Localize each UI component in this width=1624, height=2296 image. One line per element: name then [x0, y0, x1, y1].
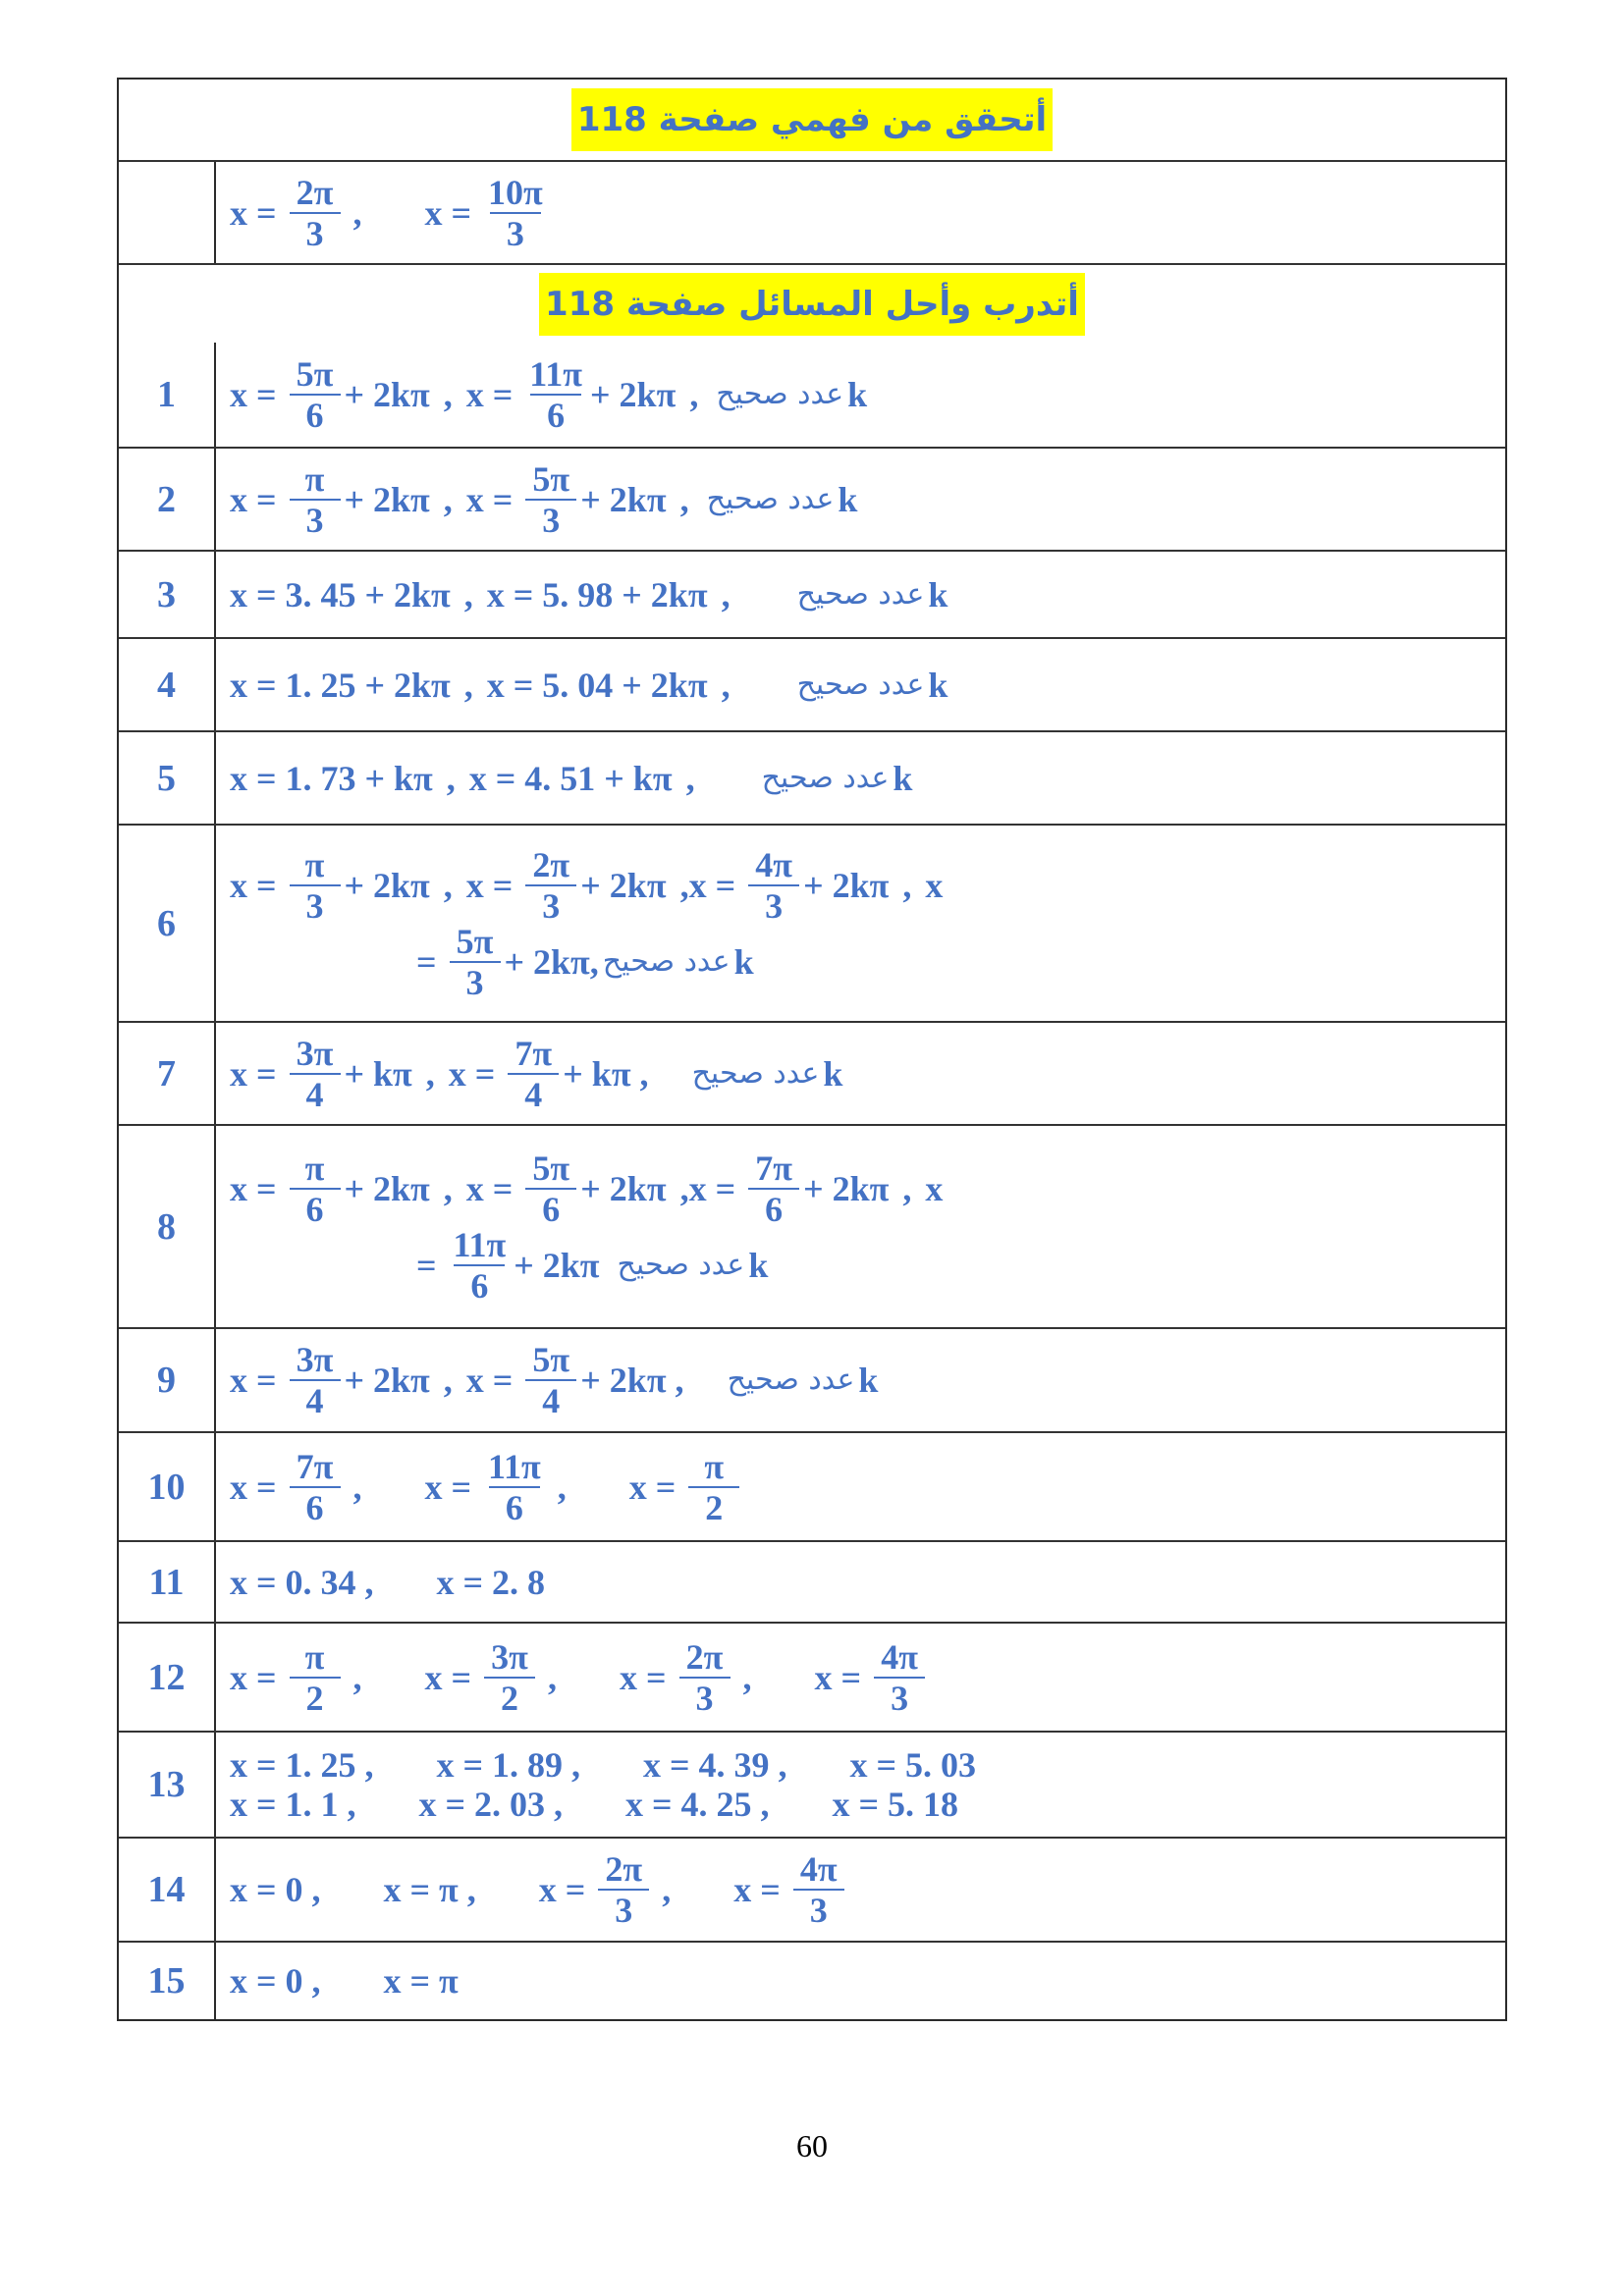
- math-text: x = 0 ,: [230, 1870, 321, 1909]
- answer-cell: [216, 449, 1505, 550]
- math-text: ,: [548, 1467, 567, 1507]
- math-text: + 2kπ: [514, 1245, 600, 1285]
- answer-row: [119, 1021, 1505, 1124]
- fraction: [688, 1446, 739, 1527]
- integer-label: عدد صحيح: [796, 667, 925, 702]
- math-text: ,: [679, 479, 689, 519]
- numerator: 3π: [491, 1636, 528, 1677]
- math-text: + 2kπ: [803, 1168, 890, 1208]
- fraction: [290, 1150, 341, 1227]
- numerator: 7π: [514, 1033, 553, 1073]
- answer-row: [119, 550, 1505, 637]
- denominator: 3: [748, 884, 799, 924]
- row-number: 1: [119, 343, 216, 447]
- answer-row: [119, 1124, 1505, 1327]
- math-text: x = 4. 39 ,: [643, 1745, 787, 1785]
- answer-line: [230, 1342, 1505, 1418]
- math-text: x = 2. 8: [436, 1562, 546, 1602]
- fraction: [679, 1636, 731, 1718]
- fraction: [525, 844, 576, 926]
- math-text: x =: [230, 375, 286, 414]
- numerator: 7π: [755, 1148, 792, 1188]
- math-text: x =: [465, 865, 522, 905]
- math-text: k: [893, 758, 913, 798]
- fraction: [484, 172, 547, 253]
- answer-row: [119, 824, 1505, 1021]
- answer-line: [230, 1446, 1505, 1527]
- math-text: x =: [424, 192, 481, 233]
- answer-cell: [216, 826, 1505, 1021]
- math-text: ,: [344, 1657, 362, 1697]
- math-text: x = 1. 25 ,: [230, 1745, 374, 1785]
- numerator: 3π: [296, 1033, 334, 1073]
- answer-line: [230, 1224, 1505, 1306]
- denominator: 6: [525, 1188, 576, 1227]
- fraction: [748, 844, 799, 926]
- answer-line: [230, 1150, 1505, 1227]
- answer-cell: [216, 732, 1505, 824]
- answers-table: [117, 78, 1507, 2021]
- math-text: ,: [443, 479, 453, 519]
- math-text: + 2kπ: [590, 375, 677, 414]
- math-text: x =: [230, 1657, 286, 1697]
- numerator: π: [704, 1446, 725, 1486]
- numerator: 3π: [296, 1340, 334, 1379]
- fraction: [598, 1851, 649, 1928]
- answer-line: [230, 1563, 1505, 1602]
- row-number: 4: [119, 639, 216, 730]
- answer-cell: [216, 1329, 1505, 1431]
- math-text: ,: [344, 192, 362, 233]
- math-text: x = 3. 45 + 2kπ: [230, 574, 451, 614]
- row-number: 14: [119, 1839, 216, 1941]
- fraction: [450, 921, 501, 1002]
- answer-cell: [216, 1839, 1505, 1941]
- row-number: 6: [119, 826, 216, 1021]
- math-text: x =: [465, 375, 522, 414]
- denominator: 3: [290, 499, 341, 538]
- math-text: x = 5. 04 + 2kπ: [486, 665, 708, 705]
- denominator: 4: [508, 1073, 559, 1112]
- numerator: 4π: [881, 1636, 918, 1677]
- numerator: 11π: [453, 1224, 507, 1264]
- fraction: [793, 1851, 844, 1928]
- integer-label: عدد صحيح: [716, 377, 844, 411]
- math-text: ,: [733, 1657, 752, 1697]
- row-number: 11: [119, 1542, 216, 1622]
- math-text: x =: [230, 865, 286, 905]
- fraction: [874, 1636, 925, 1718]
- math-text: x = 1. 89 ,: [436, 1745, 581, 1785]
- math-text: x = 1. 25 + 2kπ: [230, 665, 451, 705]
- answer-row: [119, 343, 1505, 447]
- math-text: x = 1. 1 ,: [230, 1785, 356, 1824]
- row-number: 2: [119, 449, 216, 550]
- answer-line: [230, 921, 1505, 1002]
- answer-line: [230, 356, 1505, 433]
- math-text: x =: [538, 1870, 595, 1909]
- row-number: 15: [119, 1943, 216, 2019]
- math-text: ,: [463, 665, 473, 705]
- numerator: 5π: [296, 354, 334, 394]
- math-text: x =: [465, 479, 522, 519]
- math-text: x =: [814, 1657, 871, 1697]
- answer-cell: [216, 552, 1505, 637]
- answer-row: [119, 1540, 1505, 1622]
- denominator: 6: [290, 1486, 341, 1525]
- fraction: [525, 356, 586, 433]
- integer-label: عدد صحيح: [617, 1247, 745, 1282]
- answer-cell: [216, 1126, 1505, 1327]
- fraction: [484, 1446, 545, 1527]
- row-number: 13: [119, 1733, 216, 1837]
- answer-row: [119, 1327, 1505, 1431]
- integer-label: عدد صحيح: [727, 1362, 855, 1397]
- section-header-check-understanding: أتحقق من فهمي صفحة 118: [571, 88, 1053, 151]
- math-text: + 2kπ: [344, 479, 430, 519]
- answer-cell: [216, 1023, 1505, 1124]
- answer-cell: [216, 1624, 1505, 1731]
- denominator: 4: [290, 1073, 341, 1112]
- math-text: ,: [443, 375, 453, 414]
- math-text: ,: [463, 574, 473, 614]
- math-text: k: [928, 665, 948, 705]
- numerator: π: [304, 458, 325, 499]
- fraction: [525, 458, 576, 540]
- numerator: 2π: [532, 844, 570, 884]
- numerator: π: [304, 1636, 325, 1677]
- math-text: + 2kπ ,: [580, 1361, 684, 1400]
- answer-cell: [216, 1433, 1505, 1540]
- numerator: 7π: [296, 1446, 334, 1486]
- row-number: 10: [119, 1433, 216, 1540]
- denominator: 4: [525, 1379, 576, 1418]
- math-text: ,: [721, 574, 731, 614]
- row-number: [119, 162, 216, 263]
- math-text: + kπ ,: [563, 1053, 649, 1094]
- denominator: 3: [525, 884, 576, 924]
- answer-line: [230, 1961, 1505, 2001]
- numerator: 11π: [529, 354, 583, 394]
- math-text: x =: [465, 1361, 522, 1400]
- fraction: [290, 172, 341, 253]
- answer-line: [230, 1636, 1505, 1718]
- denominator: 2: [290, 1677, 341, 1716]
- numerator: 2π: [605, 1849, 643, 1889]
- fraction: [525, 1150, 576, 1227]
- math-text: x = π: [383, 1961, 459, 2001]
- fraction: [290, 1342, 341, 1418]
- numerator: 5π: [532, 458, 570, 499]
- math-text: ,: [446, 758, 456, 798]
- answer-row: [119, 637, 1505, 730]
- denominator: 2: [688, 1486, 739, 1525]
- fraction: [290, 1446, 341, 1527]
- answer-cell: [216, 639, 1505, 730]
- numerator: π: [304, 844, 325, 884]
- denominator: 2: [484, 1677, 535, 1716]
- answer-line: [230, 1851, 1505, 1928]
- math-text: + 2kπ: [580, 1168, 667, 1208]
- math-text: x =: [448, 1053, 505, 1094]
- math-text: x =: [424, 1467, 481, 1507]
- math-text: + 2kπ: [344, 1168, 430, 1208]
- math-text: + 2kπ,: [504, 941, 599, 982]
- row-number: 7: [119, 1023, 216, 1124]
- math-text: k: [838, 479, 858, 519]
- practice-rows: [119, 343, 1505, 2019]
- math-text: k: [823, 1053, 843, 1094]
- numerator: 2π: [685, 1636, 724, 1677]
- math-text: x = 5. 98 + 2kπ: [486, 574, 708, 614]
- math-text: x =: [230, 1053, 286, 1094]
- denominator: 6: [454, 1264, 505, 1304]
- math-text: x = 4. 25 ,: [625, 1785, 770, 1824]
- denominator: 3: [598, 1889, 649, 1928]
- math-text: ,: [539, 1657, 558, 1697]
- math-text: x: [925, 865, 944, 905]
- math-text: x = 5. 18: [832, 1785, 959, 1824]
- math-text: x =: [230, 1361, 286, 1400]
- answer-line: [230, 666, 1505, 705]
- math-text: x = π ,: [383, 1870, 476, 1909]
- answer-row: [119, 1837, 1505, 1941]
- numerator: 4π: [755, 844, 792, 884]
- answer-line: [230, 458, 1505, 540]
- page-number: 60: [796, 2128, 828, 2163]
- math-text: k: [858, 1361, 879, 1400]
- answer-cell: [216, 1943, 1505, 2019]
- denominator: 3: [874, 1677, 925, 1716]
- answer-line: [230, 759, 1505, 798]
- fraction: [290, 458, 341, 540]
- math-text: + 2kπ: [344, 375, 430, 414]
- answer-line: [230, 1745, 1505, 1785]
- integer-label: عدد صحيح: [796, 576, 925, 612]
- math-text: x =: [628, 1467, 685, 1507]
- row-number: 3: [119, 552, 216, 637]
- answer-line: [230, 172, 1505, 253]
- math-text: x = 0. 34 ,: [230, 1562, 374, 1602]
- denominator: 6: [290, 1188, 341, 1227]
- math-text: ,x =: [679, 1168, 745, 1208]
- answer-line: [230, 1033, 1505, 1114]
- denominator: 4: [290, 1379, 341, 1418]
- denominator: 3: [793, 1889, 844, 1928]
- answer-cell: [216, 1733, 1505, 1837]
- fraction: [525, 1342, 576, 1418]
- math-text: x = 4. 51 + kπ: [468, 758, 673, 798]
- math-text: x = 2. 03 ,: [418, 1785, 564, 1824]
- math-text: ,: [689, 375, 699, 414]
- math-text: + 2kπ: [344, 865, 430, 905]
- math-text: k: [847, 375, 868, 414]
- answer-row: [119, 1431, 1505, 1540]
- numerator: 10π: [488, 172, 543, 212]
- math-text: ,: [902, 1168, 912, 1208]
- math-text: =: [416, 941, 446, 982]
- numerator: 2π: [296, 172, 334, 212]
- answer-cell: [216, 162, 1505, 263]
- denominator: 3: [525, 499, 576, 538]
- answer-row: [119, 1731, 1505, 1837]
- math-text: ,: [685, 758, 695, 798]
- math-text: x =: [424, 1657, 481, 1697]
- numerator: π: [304, 1148, 325, 1188]
- math-text: x =: [230, 479, 286, 519]
- math-text: x = 1. 73 + kπ: [230, 758, 433, 798]
- row-number: 9: [119, 1329, 216, 1431]
- denominator: 6: [530, 394, 581, 433]
- math-text: ,: [902, 865, 912, 905]
- fraction: [508, 1033, 559, 1114]
- denominator: 3: [450, 961, 501, 1000]
- math-text: k: [733, 941, 754, 982]
- row-number: 8: [119, 1126, 216, 1327]
- fraction: [290, 844, 341, 926]
- math-text: + 2kπ: [580, 865, 667, 905]
- answer-line: [230, 575, 1505, 614]
- math-text: ,: [344, 1467, 362, 1507]
- answer-row: [119, 730, 1505, 824]
- section-header-practice: أتدرب وأحل المسائل صفحة 118: [539, 273, 1085, 336]
- answer-row: [119, 447, 1505, 550]
- math-text: x =: [230, 1168, 286, 1208]
- math-text: + 2kπ: [803, 865, 890, 905]
- denominator: 6: [489, 1486, 540, 1525]
- math-text: ,x =: [679, 865, 745, 905]
- math-text: ,: [443, 1168, 453, 1208]
- integer-label: عدد صحيح: [761, 760, 890, 795]
- integer-label: عدد صحيح: [706, 481, 835, 516]
- math-text: ,: [721, 665, 731, 705]
- fraction: [290, 356, 341, 433]
- math-text: x = 0 ,: [230, 1961, 321, 2001]
- denominator: 6: [748, 1188, 799, 1227]
- math-text: =: [416, 1245, 446, 1285]
- row-number: 12: [119, 1624, 216, 1731]
- answer-cell: [216, 343, 1505, 447]
- answer-row: [119, 1941, 1505, 2019]
- denominator: 6: [290, 394, 341, 433]
- numerator: 11π: [488, 1446, 541, 1486]
- fraction: [484, 1636, 535, 1718]
- math-text: x =: [230, 192, 286, 233]
- denominator: 3: [290, 884, 341, 924]
- denominator: 3: [679, 1677, 731, 1716]
- math-text: + kπ: [344, 1053, 412, 1094]
- math-text: x =: [733, 1870, 789, 1909]
- math-text: ,: [443, 1361, 453, 1400]
- answer-line: [230, 844, 1505, 926]
- section-header-row: [119, 263, 1505, 343]
- fraction: [290, 1033, 341, 1114]
- math-text: x: [925, 1168, 944, 1208]
- fraction: [450, 1224, 511, 1306]
- math-text: x =: [465, 1168, 522, 1208]
- math-text: k: [928, 574, 948, 614]
- math-text: + 2kπ: [344, 1361, 430, 1400]
- math-text: + 2kπ: [580, 479, 667, 519]
- answer-line: [230, 1785, 1505, 1824]
- integer-label: عدد صحيح: [602, 943, 731, 979]
- section-header-row: [119, 80, 1505, 160]
- fraction: [748, 1150, 799, 1227]
- math-text: ,: [425, 1053, 435, 1094]
- denominator: 3: [290, 212, 341, 251]
- math-text: ,: [443, 865, 453, 905]
- answer-row: [119, 1622, 1505, 1731]
- numerator: 5π: [532, 1340, 570, 1379]
- answer-cell: [216, 1542, 1505, 1622]
- fraction: [290, 1636, 341, 1718]
- integer-label: عدد صحيح: [691, 1055, 820, 1091]
- numerator: 5π: [456, 921, 494, 961]
- math-text: x = 5. 03: [849, 1745, 977, 1785]
- math-text: x =: [230, 1467, 286, 1507]
- row-number: 5: [119, 732, 216, 824]
- check-understanding-row: [119, 160, 1505, 263]
- numerator: 5π: [532, 1148, 570, 1188]
- math-text: ,: [653, 1870, 672, 1909]
- math-text: k: [748, 1245, 769, 1285]
- numerator: 4π: [799, 1849, 838, 1889]
- denominator: 3: [490, 212, 541, 251]
- math-text: x =: [620, 1657, 676, 1697]
